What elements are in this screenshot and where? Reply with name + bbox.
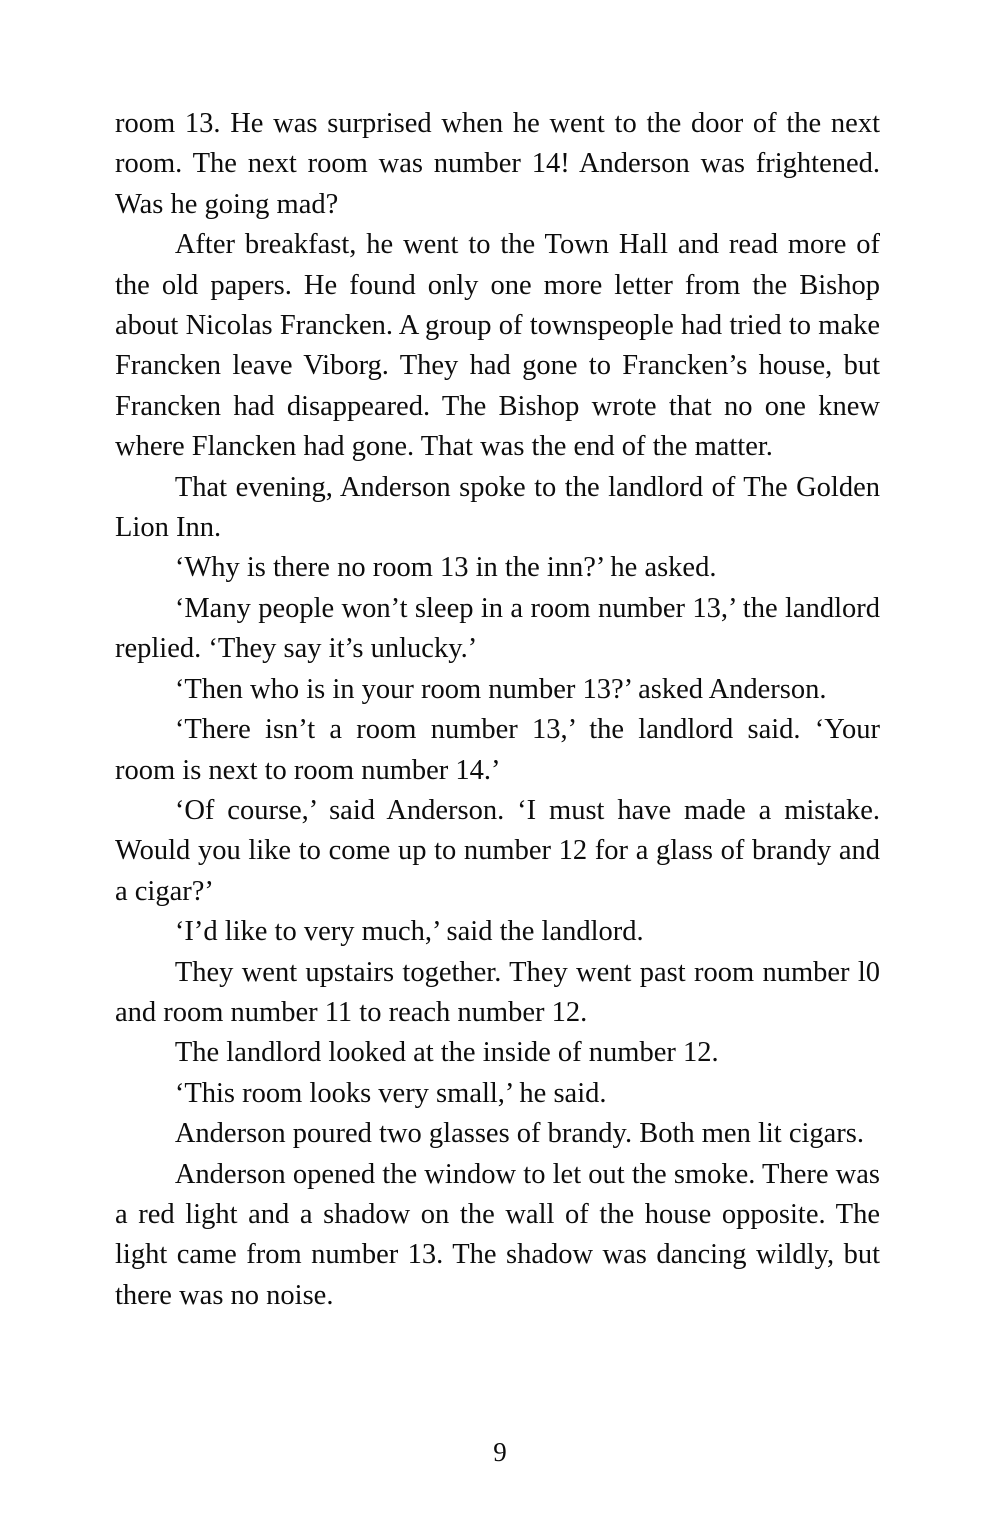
paragraph: ‘I’d like to very much,’ said the landlord. xyxy=(174,916,644,948)
page-body-text xyxy=(115,104,880,1316)
paragraph: ‘Why is there no room 13 in the inn?’ he asked. xyxy=(174,552,717,584)
paragraph: ‘Many people won’t sleep in a room number 13,’ the landlord replied. ‘They say it’s unlucky.’ xyxy=(115,592,880,665)
paragraph: They went upstairs together. They went past room number l0 and room number 11 to reach number 12. xyxy=(115,956,880,1028)
paragraph: Anderson poured two glasses of brandy. Both men lit cigars. xyxy=(174,1118,864,1150)
paragraph: ‘Of course,’ said Anderson. ‘I must have made a mistake. Would you like to come up to number 12 for a glass of brandy and a cigar?’ xyxy=(115,794,880,907)
paragraph: ‘This room looks very small,’ he said. xyxy=(174,1077,607,1109)
paragraph: After breakfast, he went to the Town Hall and read more of the old papers. He found only one more letter from the Bishop about Nicolas Francken. A group of townspeople had tried to make Francken leave Viborg. They had gone to Francken’s house, but Francken had disappeared. The Bishop wrote that no one knew where Flancken had gone. That was the end of the matter. xyxy=(115,229,880,463)
paragraph: The landlord looked at the inside of number 12. xyxy=(174,1037,719,1069)
paragraph: Anderson opened the window to let out the smoke. There was a red light and a shadow on the wall of the house opposite. The light came from number 13. The shadow was dancing wildly, but there was no noise. xyxy=(115,1158,880,1311)
paragraph: That evening, Anderson spoke to the landlord of The Golden Lion Inn. xyxy=(115,471,880,544)
paragraph: ‘Then who is in your room number 13?’ asked Anderson. xyxy=(174,673,827,705)
page-number: 9 xyxy=(493,1437,507,1467)
paragraph: ‘There isn’t a room number 13,’ the landlord said. ‘Your room is next to room number 14.’ xyxy=(115,714,880,786)
paragraph: room 13. He was surprised when he went to the door of the next room. The next room was number 14! Anderson was frightened. Was he going mad? xyxy=(115,108,880,220)
